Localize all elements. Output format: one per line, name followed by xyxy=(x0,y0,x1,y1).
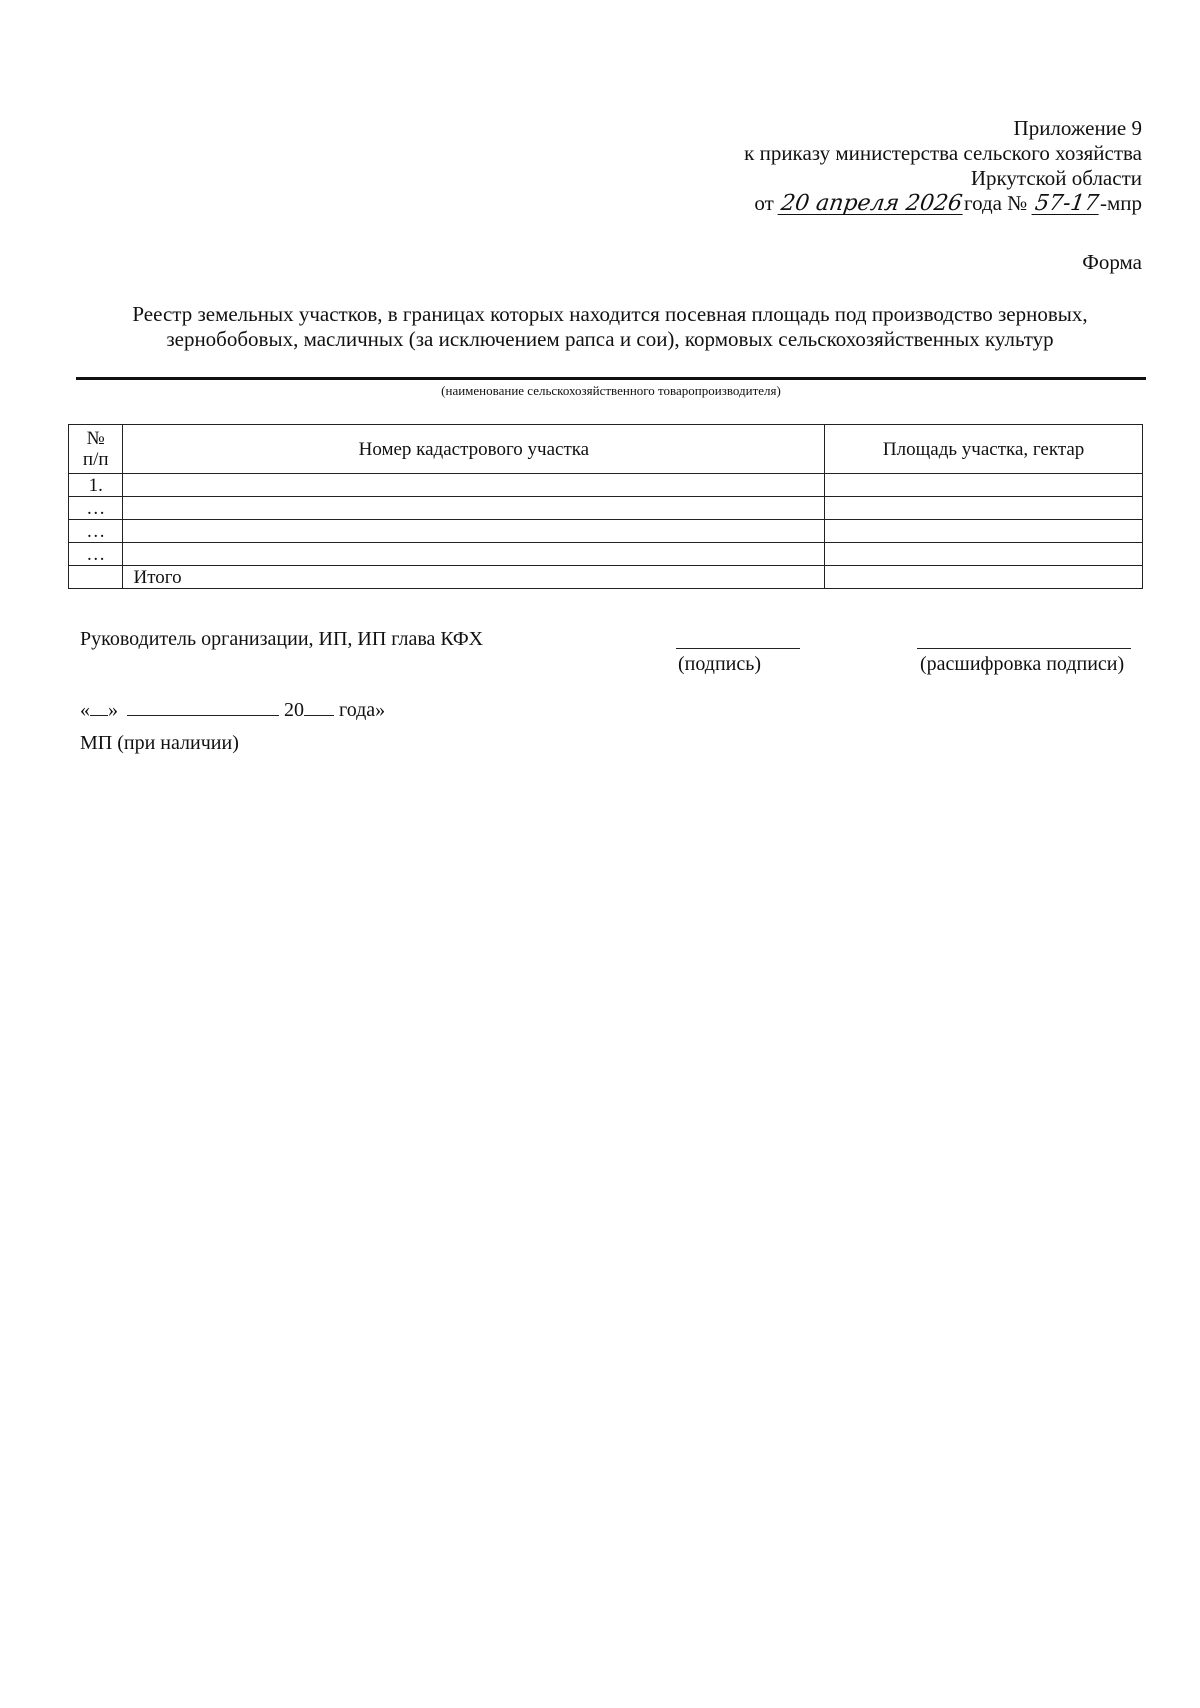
total-label: Итого xyxy=(123,566,825,589)
century: 20 xyxy=(284,699,304,721)
handwritten-order-number: 57-17 xyxy=(1032,191,1100,216)
row-number: … xyxy=(69,543,123,566)
row-area xyxy=(825,543,1143,566)
year-blank xyxy=(304,697,334,716)
table-row xyxy=(69,520,1143,543)
row-area xyxy=(825,520,1143,543)
appendix-header xyxy=(744,116,1142,216)
header-number-pp: п/п xyxy=(82,449,109,470)
row-cadastral xyxy=(123,474,825,497)
header-cadastral: Номер кадастрового участка xyxy=(123,425,825,474)
header-area: Площадь участка, гектар xyxy=(825,425,1143,474)
row-cadastral xyxy=(123,497,825,520)
date-close-quote: » xyxy=(108,699,118,721)
row-cadastral xyxy=(123,520,825,543)
table-row xyxy=(69,543,1143,566)
signature-caption: (подпись) xyxy=(678,653,762,675)
table-row xyxy=(69,474,1143,497)
decode-signature-line xyxy=(917,648,1131,649)
stamp-label: МП (при наличии) xyxy=(80,732,239,754)
title-line-2: зернобобовых, масличных (за исключением рапса и сои), кормовых сельскохозяйственных культур xyxy=(166,327,1054,351)
row-cadastral xyxy=(123,543,825,566)
table-total-row xyxy=(69,566,1143,589)
total-number-cell xyxy=(69,566,123,589)
order-line: к приказу министерства сельского хозяйства xyxy=(744,141,1142,165)
producer-name-line xyxy=(76,377,1146,380)
table-row xyxy=(69,497,1143,520)
total-area-cell xyxy=(825,566,1143,589)
row-area xyxy=(825,474,1143,497)
producer-caption: (наименование сельскохозяйственного товаропроизводителя) xyxy=(441,383,781,398)
header-number-sign: № xyxy=(86,428,105,449)
head-label: Руководитель организации, ИП, ИП глава КФХ xyxy=(80,628,484,650)
order-date-line xyxy=(744,191,1142,216)
title-line-1: Реестр земельных участков, в границах которых находится посевная площадь под производство зерновых, xyxy=(132,302,1088,326)
date-open-quote: « xyxy=(80,699,90,721)
order-number-suffix: -мпр xyxy=(1099,191,1142,215)
month-blank xyxy=(127,697,279,716)
date-prefix: от xyxy=(754,191,774,215)
header-number xyxy=(69,425,123,474)
decode-signature-caption: (расшифровка подписи) xyxy=(920,653,1125,675)
table-header-row xyxy=(69,425,1143,474)
registry-table xyxy=(68,424,1143,589)
appendix-title: Приложение 9 xyxy=(1013,116,1142,140)
date-year-word: года» xyxy=(339,699,386,721)
document-title xyxy=(80,302,1140,352)
day-blank xyxy=(90,697,108,716)
row-number: … xyxy=(69,497,123,520)
form-label: Форма xyxy=(1082,250,1142,274)
year-word: года № xyxy=(964,191,1028,215)
date-line xyxy=(80,697,385,722)
signature-line xyxy=(676,648,800,649)
row-number: 1. xyxy=(69,474,123,497)
row-area xyxy=(825,497,1143,520)
region-line: Иркутской области xyxy=(970,166,1142,190)
handwritten-date: 20 апреля 2026 xyxy=(779,191,964,216)
row-number: … xyxy=(69,520,123,543)
